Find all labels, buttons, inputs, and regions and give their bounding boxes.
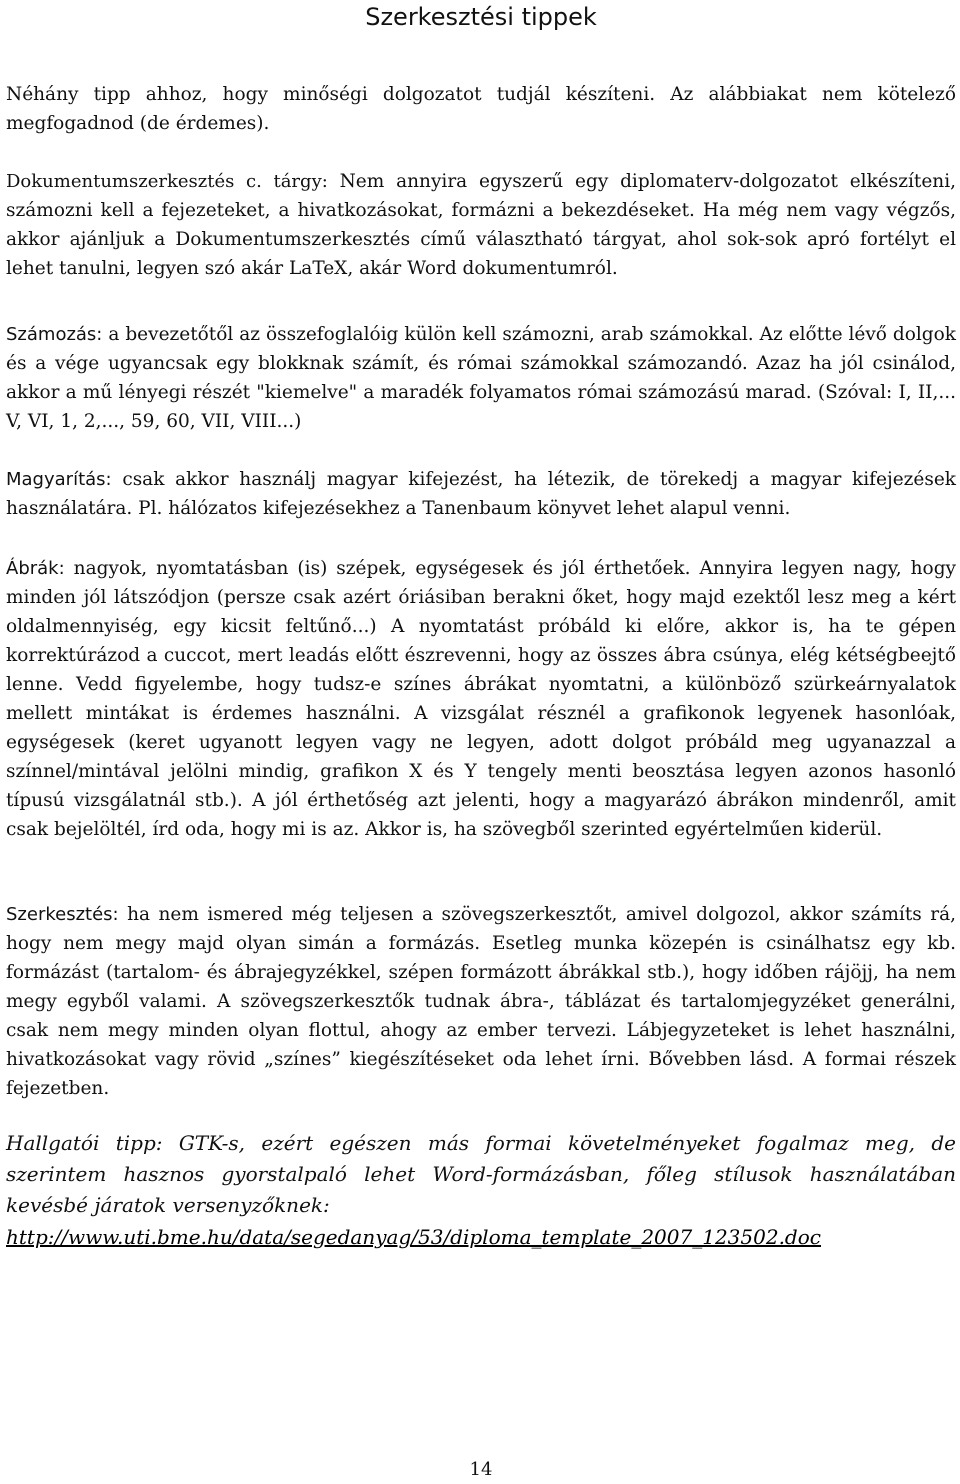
- page-title: Szerkesztési tippek: [365, 3, 597, 31]
- section-dokumentumszerkesztes: [6, 167, 956, 283]
- section-szerkesztes: [6, 900, 956, 1103]
- section-abrak: [6, 554, 956, 844]
- section-body: nagyok, nyomtatásban (is) szépek, egységesek és jól érthetőek. Annyira legyen nagy, hogy minden jól látszódjon (persze csak azért óriásiban berakni őket, hogy majd ezektől lesz meg a kért oldalmennyiség, egy kicsit feltűnő...) A nyomtatást próbáld ki előre, akkor is, ha te gépen korrektúrázod a cuccot, mert leadás előtt észrevenni, hogy az összes ábra csúnya, elég kétségbeejtő lenne. Vedd figyelembe, hogy tudsz-e színes ábrákat nyomtatni, a különböző szürkeárnyalatok mellett mintákat is érdemes használni. A vizsgálat résznél a grafikonok legyenek hasonlóak, egységesek (keret ugyanott legyen vagy ne legyen, adott dolgot próbáld meg ugyanazzal a színnel/mintával jelölni mindig, grafikon X és Y tengely menti beosztása legyen azonos hasonló típusú vizsgálatnál stb.). A jól érthetőség azt jelenti, hogy a magyarázó ábrákon mindenről, amit csak bejelöltél, írd oda, hogy mi is az. Akkor is, ha szövegből szerinted egyértelműen kiderül.: [6, 558, 956, 840]
- intro-paragraph: Néhány tipp ahhoz, hogy minőségi dolgozatot tudjál készíteni. Az alábbiakat nem kötelező megfogadnod (de érdemes).: [6, 84, 956, 134]
- section-heading: Magyarítás:: [6, 469, 112, 490]
- section-magyaritas: [6, 465, 956, 523]
- page-number: 14: [469, 1459, 493, 1480]
- student-tip: Hallgatói tipp: GTK-s, ezért egészen más formai követelményeket fogalmaz meg, de szerintem hasznos gyorstalpaló lehet Word-formázásban, főleg stílusok használatában kevésbé járatok versenyzőknek:: [6, 1131, 956, 1217]
- section-body: csak akkor használj magyar kifejezést, ha létezik, de törekedj a magyar kifejezések használatára. Pl. hálózatos kifejezésekhez a Tanenbaum könyvet lehet alapul venni.: [6, 469, 956, 519]
- section-heading: Számozás:: [6, 324, 103, 345]
- section-body: Nem annyira egyszerű egy diplomaterv-dolgozatot elkészíteni, számozni kell a fejezeteket, a hivatkozásokat, formázni a bekezdéseket. Ha még nem vagy végzős, akkor ajánljuk a Dokumentumszerkesztés című választható tárgyat, ahol sok-sok apró fortélyt el lehet tanulni, legyen szó akár LaTeX, akár Word dokumentumról.: [6, 171, 956, 279]
- section-heading: Ábrák:: [6, 558, 65, 579]
- section-heading: Dokumentumszerkesztés c. tárgy:: [6, 171, 328, 192]
- section-body: ha nem ismered még teljesen a szövegszerkesztőt, amivel dolgozol, akkor számíts rá, hogy nem megy majd olyan simán a formázás. Esetleg munka közepén is csinálhatsz egy kb. formázást (tartalom- és ábrajegyzékkel, szépen formázott ábrákkal stb.), hogy időben rájöjj, ha nem megy egyből valami. A szövegszerkesztők tudnak ábra-, táblázat és tartalomjegyzéket generálni, csak nem megy minden olyan flottul, ahogy az ember tervezi. Lábjegyzeteket is lehet használni, hivatkozásokat vagy rövid „színes” kiegészítéseket oda lehet írni. Bővebben lásd. A formai részek fejezetben.: [6, 904, 956, 1099]
- section-heading: Szerkesztés:: [6, 904, 119, 925]
- template-link[interactable]: http://www.uti.bme.hu/data/segedanyag/53/diploma_template_2007_123502.doc: [6, 1225, 821, 1249]
- section-szamozas: [6, 320, 956, 436]
- section-body: a bevezetőtől az összefoglalóig külön kell számozni, arab számokkal. Az előtte lévő dolgok és a vége ugyancsak egy blokknak számít, és római számokkal számozandó. Azaz ha jól csinálod, akkor a mű lényegi részét "kiemelve" a maradék folyamatos római számozású marad. (Szóval: I, II,... V, VI, 1, 2,..., 59, 60, VII, VIII...): [6, 324, 956, 432]
